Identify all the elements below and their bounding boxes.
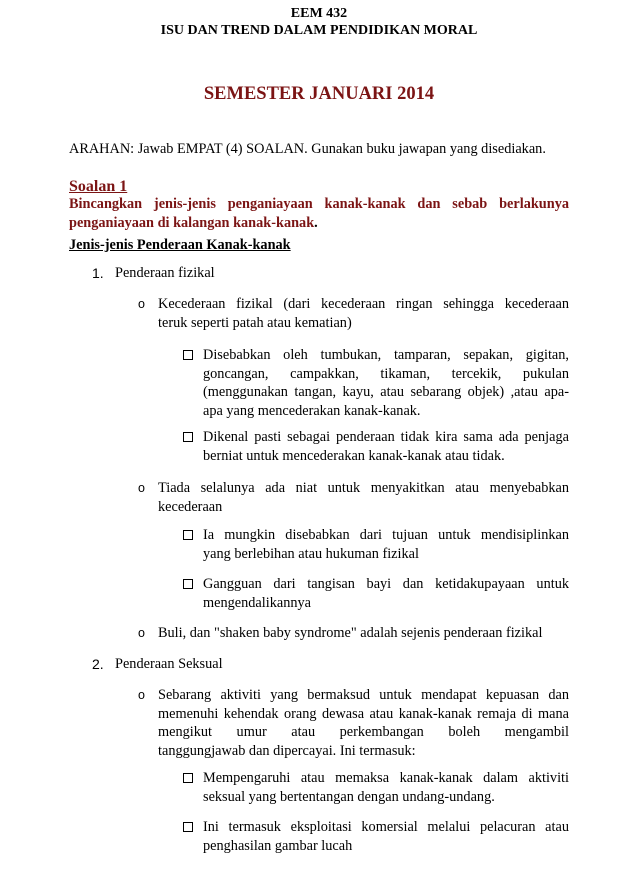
instruction-text: ARAHAN: Jawab EMPAT (4) SOALAN. Gunakan buku jawapan yang disediakan. — [69, 141, 546, 157]
item-label: Penderaan Seksual — [115, 656, 223, 672]
bullet-line: Tiada selalunya ada niat untuk menyakitkan atau menyebabkan — [158, 480, 569, 496]
square-bullet-icon — [183, 350, 193, 360]
question-text-line: Bincangkan jenis-jenis penganiayaan kanak-kanak dan sebab berlakunya — [69, 196, 569, 212]
sub-bullet-line: Mempengaruhi atau memaksa kanak-kanak dalam aktiviti — [203, 770, 569, 786]
bullet-mark: o — [138, 297, 145, 311]
sub-bullet-line: goncangan, campakkan, tikaman, tercekik, pukulan — [203, 365, 569, 382]
question-text-period: . — [314, 215, 318, 231]
bullet-line: Kecederaan fizikal (dari kecederaan ringan sehingga kecederaan — [158, 296, 569, 312]
sub-bullet-line: seksual yang bertentangan dengan undang-undang. — [203, 788, 495, 805]
square-bullet-icon — [183, 822, 193, 832]
section-title: Jenis-jenis Penderaan Kanak-kanak — [69, 237, 291, 253]
bullet-mark: o — [138, 688, 145, 702]
square-bullet-icon — [183, 773, 193, 783]
bullet-line: tanggungjawab dan dipercayai. Ini termasuk: — [158, 742, 416, 759]
sub-bullet-line: Dikenal pasti sebagai penderaan tidak kira sama ada penjaga — [203, 429, 569, 445]
course-code: EEM 432 — [290, 6, 348, 21]
question-label: Soalan 1 — [69, 178, 128, 195]
item-number: 1. — [92, 265, 104, 281]
sub-bullet-line: Gangguan dari tangisan bayi dan ketidakupayaan untuk — [203, 576, 569, 592]
sub-bullet-line: yang berlebihan atau hukuman fizikal — [203, 545, 419, 562]
square-bullet-icon — [183, 432, 193, 442]
item-label: Penderaan fizikal — [115, 265, 215, 281]
bullet-line: mengikut umur atau perkembangan boleh mengambil — [158, 724, 569, 740]
semester-heading: SEMESTER JANUARI 2014 — [203, 84, 435, 104]
question-text — [69, 195, 569, 233]
square-bullet-icon — [183, 579, 193, 589]
bullet-line: Buli, dan "shaken baby syndrome" adalah sejenis penderaan fizikal — [158, 625, 543, 641]
bullet-line: teruk seperti patah atau kematian) — [158, 314, 352, 331]
bullet-line: Sebarang aktiviti yang bermaksud untuk mendapat kepuasan dan — [158, 687, 569, 703]
course-title: ISU DAN TREND DALAM PENDIDIKAN MORAL — [160, 23, 478, 38]
bullet-line: kecederaan — [158, 498, 223, 515]
sub-bullet-line: mengendalikannya — [203, 594, 311, 611]
sub-bullet-line: berniat untuk mencederakan kanak-kanak atau tidak. — [203, 447, 505, 464]
sub-bullet-line: (menggunakan tangan, kayu, atau sebarang objek) ,atau apa- — [203, 384, 569, 400]
sub-bullet-line: apa yang mencederakan kanak-kanak. — [203, 402, 421, 419]
sub-bullet-line: Ia mungkin disebabkan dari tujuan untuk mendisiplinkan — [203, 527, 569, 543]
question-text-line: penganiayaan di kalangan kanak-kanak — [69, 215, 315, 231]
bullet-mark: o — [138, 626, 145, 640]
bullet-mark: o — [138, 481, 145, 495]
square-bullet-icon — [183, 530, 193, 540]
bullet-line: memenuhi kehendak orang dewasa atau kanak-kanak remaja di mana — [158, 705, 569, 722]
item-number: 2. — [92, 656, 104, 672]
sub-bullet-line: Disebabkan oleh tumbukan, tamparan, sepakan, gigitan, — [203, 347, 569, 363]
sub-bullet-line: penghasilan gambar lucah — [203, 837, 353, 854]
sub-bullet-line: Ini termasuk eksploitasi komersial melalui pelacuran atau — [203, 819, 569, 835]
